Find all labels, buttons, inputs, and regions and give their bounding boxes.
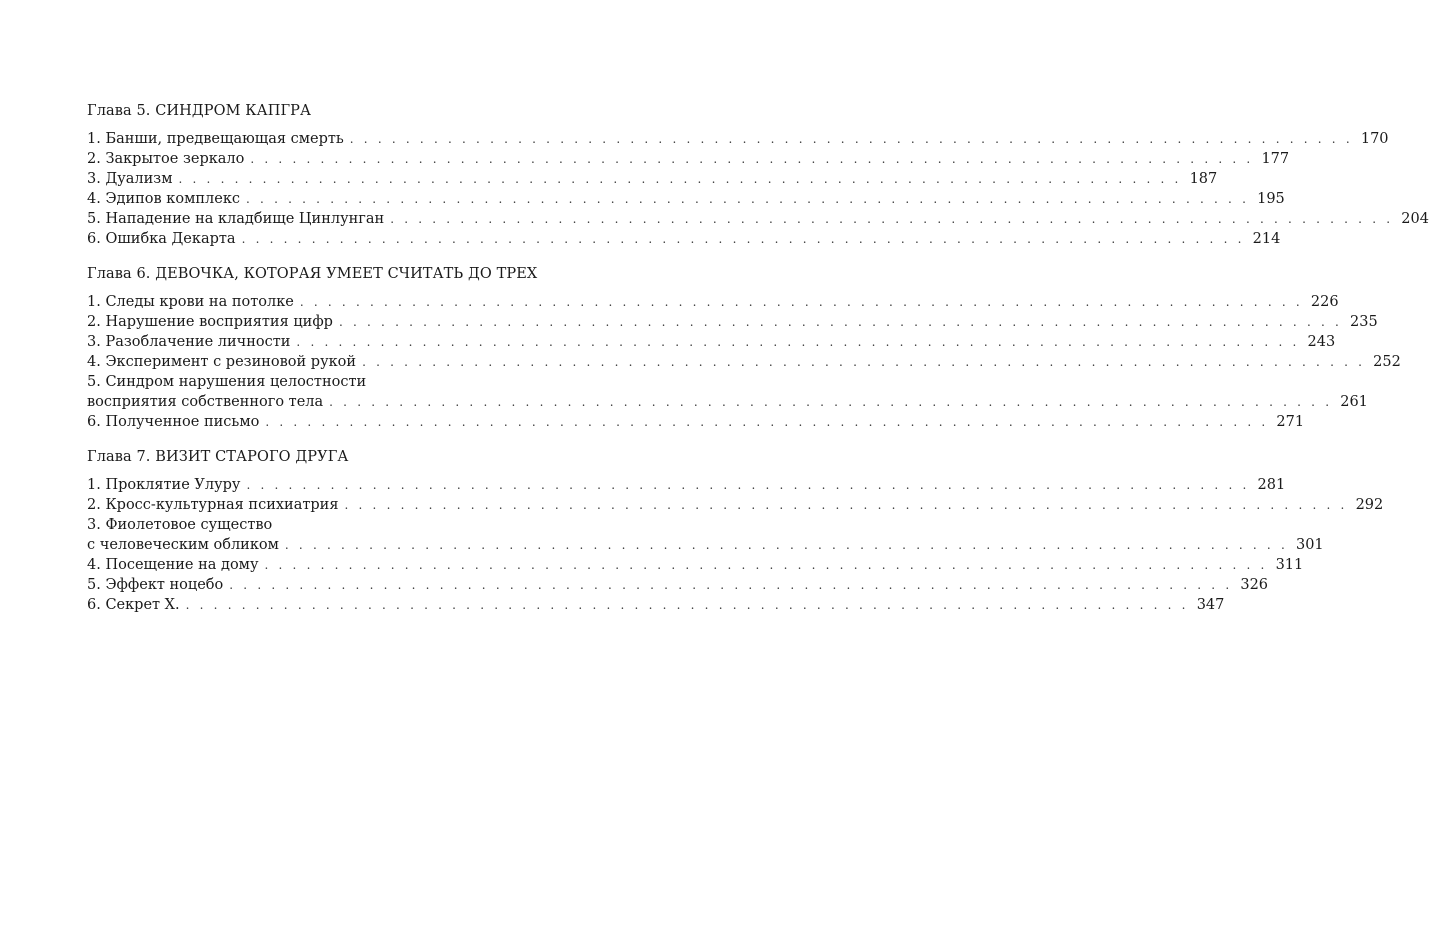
dot-leader: . . . . . . . . . . . . . . . . . . . . . . . . . . . . . . . . . . . . . . . . . . . . . . . . . . . . . . . . . . . . . . . . . . . . . . . . xyxy=(185,598,1189,612)
chapter-title: Глава 6. ДЕВОЧКА, КОТОРАЯ УМЕЕТ СЧИТАТЬ ДО ТРЕХ xyxy=(87,266,538,282)
page-number: 170 xyxy=(1360,131,1389,147)
toc-entry-row xyxy=(87,595,1225,615)
dot-leader: . . . . . . . . . . . . . . . . . . . . . . . . . . . . . . . . . . . . . . . . . . . . . . . . . . . . . . . . . . . . . . . . . . . . . . . . xyxy=(349,132,1353,146)
toc-entry[interactable] xyxy=(87,169,1218,189)
chapter-section xyxy=(87,447,1384,615)
dot-leader: . . . . . . . . . . . . . . . . . . . . . . . . . . . . . . . . . . . . . . . . . . . . . . . . . . . . . . . . . . . . . . . . . . . . . . . . xyxy=(229,578,1233,592)
dot-leader: . . . . . . . . . . . . . . . . . . . . . . . . . . . . . . . . . . . . . . . . . . . . . . . . . . . . . . . . . . . . . . . . . . . . . . . . xyxy=(362,355,1366,369)
page-number: 226 xyxy=(1310,294,1339,310)
toc-entry[interactable] xyxy=(87,209,1429,229)
dot-leader: . . . . . . . . . . . . . . . . . . . . . . . . . . . . . . . . . . . . . . . . . . . . . . . . . . . . . . . . . . . . . . . . . . . . . . . . xyxy=(250,152,1254,166)
toc-entry-title: 4. Посещение на дому xyxy=(87,557,259,573)
toc-entry[interactable] xyxy=(87,412,1305,432)
page-number: 281 xyxy=(1257,477,1286,493)
toc-entry[interactable] xyxy=(87,575,1269,595)
toc-entry[interactable] xyxy=(87,312,1378,332)
page-number: 301 xyxy=(1295,537,1324,553)
toc-entry-row xyxy=(87,229,1281,249)
page-number: 311 xyxy=(1275,557,1304,573)
toc-entry[interactable] xyxy=(87,332,1336,352)
page-number: 292 xyxy=(1355,497,1384,513)
chapter-title: Глава 7. ВИЗИТ СТАРОГО ДРУГА xyxy=(87,449,349,465)
toc-entry-row xyxy=(87,555,1304,575)
toc-entry[interactable] xyxy=(87,229,1281,249)
toc-entry-title: 3. Разоблачение личности xyxy=(87,334,291,350)
toc-entry[interactable] xyxy=(87,149,1290,169)
dot-leader: . . . . . . . . . . . . . . . . . . . . . . . . . . . . . . . . . . . . . . . . . . . . . . . . . . . . . . . . . . . . . . . . . . . . . . . . xyxy=(246,478,1250,492)
page-number: 235 xyxy=(1350,314,1378,330)
dot-leader: . . . . . . . . . . . . . . . . . . . . . . . . . . . . . . . . . . . . . . . . . . . . . . . . . . . . . . . . . . . . . . . . . . . . . . . . xyxy=(241,232,1245,246)
toc-entry-title: 2. Закрытое зеркало xyxy=(87,151,245,167)
page-number: 187 xyxy=(1189,171,1218,187)
toc-entry-first-line: 3. Фиолетовое существо xyxy=(87,517,273,533)
toc-entry-row xyxy=(87,392,1368,412)
page-number: 214 xyxy=(1252,231,1281,247)
toc-entry-row xyxy=(87,475,1286,495)
toc-entry[interactable] xyxy=(87,352,1401,372)
toc-entry-row xyxy=(87,189,1285,209)
toc-entry-row xyxy=(87,169,1218,189)
dot-leader: . . . . . . . . . . . . . . . . . . . . . . . . . . . . . . . . . . . . . . . . . . . . . . . . . . . . . . . . . . . . . . . . . . . . . . . . xyxy=(338,315,1343,329)
toc-entry-title: восприятия собственного тела xyxy=(87,394,324,410)
dot-leader: . . . . . . . . . . . . . . . . . . . . . . . . . . . . . . . . . . . . . . . . . . . . . . . . . . . . . . . . . . . . . . . . . . . . . . . . xyxy=(329,395,1333,409)
toc-entry-title: 1. Банши, предвещающая смерть xyxy=(87,131,344,147)
toc-entry-title: 2. Кросс-культурная психиатрия xyxy=(87,497,339,513)
toc-entry[interactable] xyxy=(87,515,1324,555)
table-of-contents xyxy=(87,101,1429,630)
chapter-section xyxy=(87,101,1429,249)
toc-entry[interactable] xyxy=(87,189,1285,209)
toc-entry-title: 6. Полученное письмо xyxy=(87,414,260,430)
toc-entry-title: 6. Ошибка Декарта xyxy=(87,231,236,247)
toc-entry-row xyxy=(87,292,1339,312)
toc-entry[interactable] xyxy=(87,555,1304,575)
page-number: 252 xyxy=(1373,354,1401,370)
toc-entry-title: 5. Эффект ноцебо xyxy=(87,577,224,593)
page-number: 195 xyxy=(1257,191,1285,207)
toc-entry[interactable] xyxy=(87,595,1225,615)
chapter-title: Глава 5. СИНДРОМ КАПГРА xyxy=(87,103,312,119)
dot-leader: . . . . . . . . . . . . . . . . . . . . . . . . . . . . . . . . . . . . . . . . . . . . . . . . . . . . . . . . . . . . . . . . . . . . . . . . xyxy=(178,172,1182,186)
page-number: 204 xyxy=(1401,211,1429,227)
toc-entry[interactable] xyxy=(87,372,1368,412)
toc-entry-row xyxy=(87,312,1378,332)
toc-entry-first-line: 5. Синдром нарушения целостности xyxy=(87,374,367,390)
dot-leader: . . . . . . . . . . . . . . . . . . . . . . . . . . . . . . . . . . . . . . . . . . . . . . . . . . . . . . . . . . . . . . . . . . . . . . . . xyxy=(296,335,1300,349)
toc-entry-row xyxy=(87,412,1305,432)
toc-entry-title: 2. Нарушение восприятия цифр xyxy=(87,314,333,330)
page-number: 347 xyxy=(1196,597,1225,613)
toc-entry-row xyxy=(87,535,1324,555)
toc-entry-row xyxy=(87,149,1290,169)
page-number: 261 xyxy=(1340,394,1368,410)
page-number: 177 xyxy=(1261,151,1290,167)
toc-entry-row xyxy=(87,209,1429,229)
page-number: 326 xyxy=(1240,577,1269,593)
toc-entry-title: 6. Секрет Х. xyxy=(87,597,180,613)
toc-entry-row xyxy=(87,332,1336,352)
toc-entry-title: 5. Нападение на кладбище Цинлунган xyxy=(87,211,385,227)
dot-leader: . . . . . . . . . . . . . . . . . . . . . . . . . . . . . . . . . . . . . . . . . . . . . . . . . . . . . . . . . . . . . . . . . . . . . . . . xyxy=(264,558,1268,572)
toc-entry-title: 1. Проклятие Улуру xyxy=(87,477,241,493)
page-number: 271 xyxy=(1276,414,1305,430)
dot-leader: . . . . . . . . . . . . . . . . . . . . . . . . . . . . . . . . . . . . . . . . . . . . . . . . . . . . . . . . . . . . . . . . . . . . . . . . xyxy=(246,192,1250,206)
dot-leader: . . . . . . . . . . . . . . . . . . . . . . . . . . . . . . . . . . . . . . . . . . . . . . . . . . . . . . . . . . . . . . . . . . . . . . . . xyxy=(344,498,1348,512)
toc-entry-title: 4. Эдипов комплекс xyxy=(87,191,241,207)
toc-entry[interactable] xyxy=(87,129,1389,149)
page-number: 243 xyxy=(1307,334,1336,350)
toc-entry-row xyxy=(87,129,1389,149)
dot-leader: . . . . . . . . . . . . . . . . . . . . . . . . . . . . . . . . . . . . . . . . . . . . . . . . . . . . . . . . . . . . . . . . . . . . . . . . xyxy=(299,295,1303,309)
toc-entry-row xyxy=(87,495,1384,515)
toc-entry-title: с человеческим обликом xyxy=(87,537,279,553)
dot-leader: . . . . . . . . . . . . . . . . . . . . . . . . . . . . . . . . . . . . . . . . . . . . . . . . . . . . . . . . . . . . . . . . . . . . . . . . xyxy=(265,415,1269,429)
toc-entry-title: 3. Дуализм xyxy=(87,171,173,187)
toc-entry-title: 1. Следы крови на потолке xyxy=(87,294,294,310)
toc-entry-row xyxy=(87,575,1269,595)
toc-entry[interactable] xyxy=(87,292,1339,312)
chapter-section xyxy=(87,264,1401,432)
dot-leader: . . . . . . . . . . . . . . . . . . . . . . . . . . . . . . . . . . . . . . . . . . . . . . . . . . . . . . . . . . . . . . . . . . . . . . . . xyxy=(284,538,1288,552)
toc-entry-row xyxy=(87,352,1401,372)
toc-entry[interactable] xyxy=(87,495,1384,515)
toc-entry[interactable] xyxy=(87,475,1286,495)
dot-leader: . . . . . . . . . . . . . . . . . . . . . . . . . . . . . . . . . . . . . . . . . . . . . . . . . . . . . . . . . . . . . . . . . . . . . . . . xyxy=(390,212,1394,226)
toc-entry-title: 4. Эксперимент с резиновой рукой xyxy=(87,354,357,370)
